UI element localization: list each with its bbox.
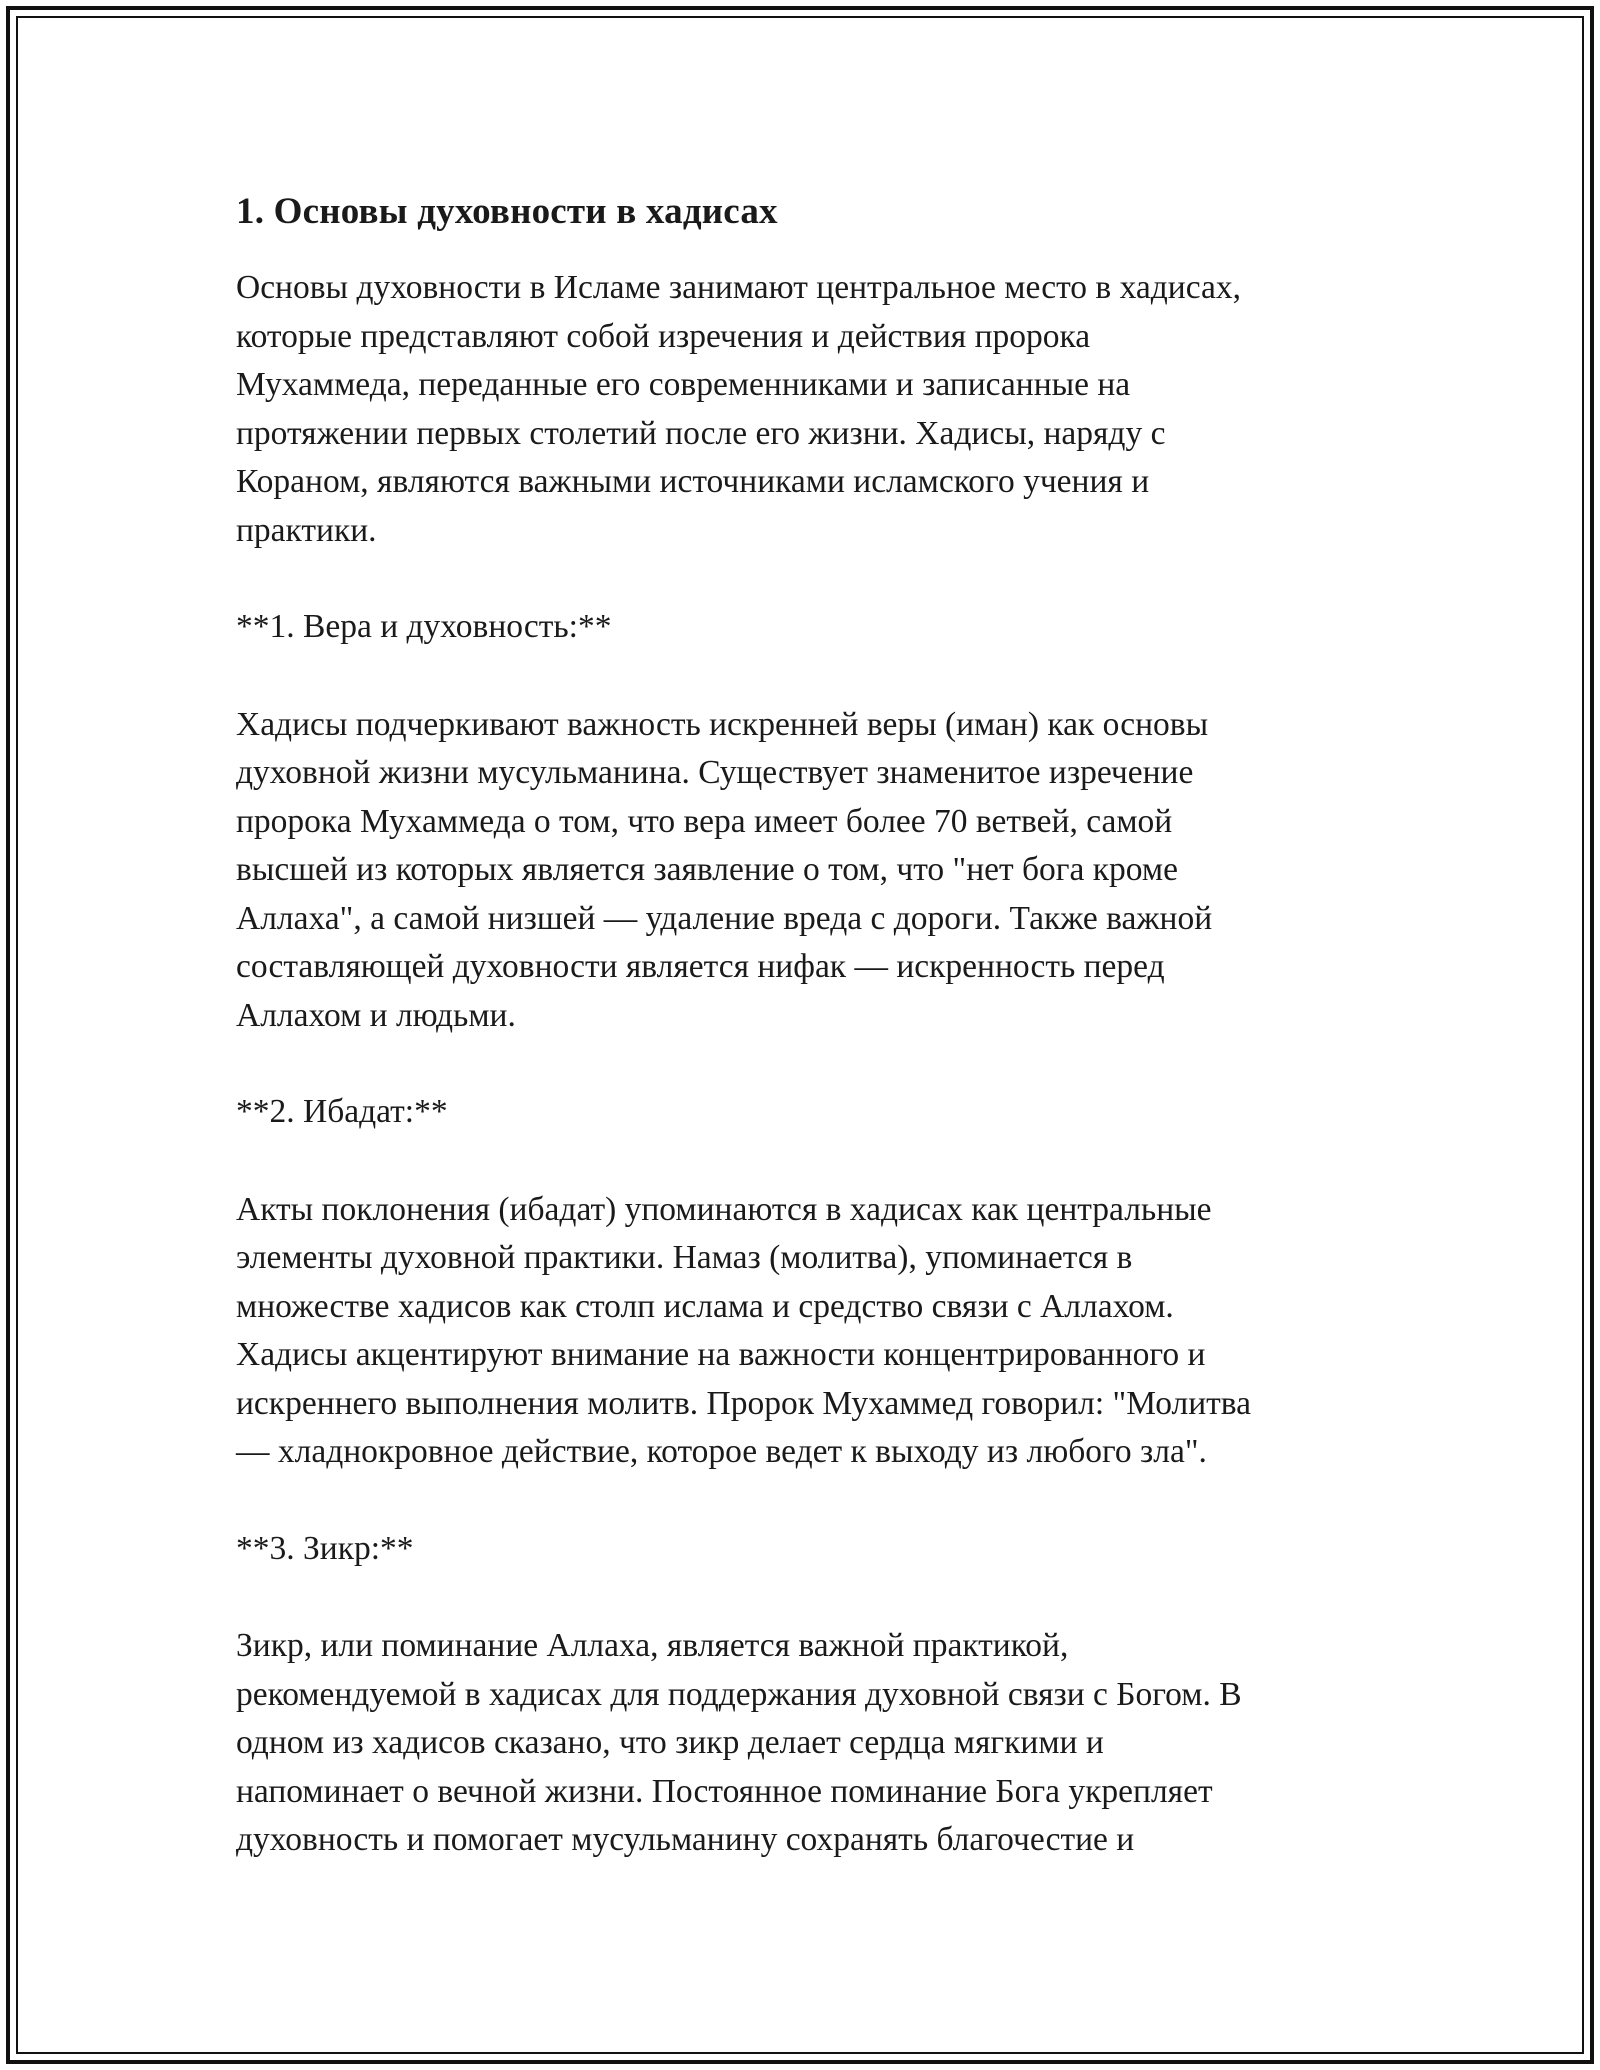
text-line: искреннего выполнения молитв. Пророк Мухаммед говорил: "Молитва [236,1384,1252,1422]
text-line: духовной жизни мусульманина. Существует знаменитое изречение [236,754,1194,791]
text-line: Основы духовности в Исламе занимают центральное место в хадисах, [236,269,1241,306]
text-line: протяжении первых столетий после его жизни. Хадисы, наряду с [236,414,1166,452]
document-body [236,186,1376,1865]
text-line: Аллахом и людьми. [236,996,516,1034]
text-line: Кораном, являются важными источниками исламского учения и [236,463,1150,500]
text-line: Зикр, или поминание Аллаха, является важной практикой, [236,1627,1069,1664]
section-heading-faith: **1. Вера и духовность:** [236,608,612,645]
text-line: множестве хадисов как столп ислама и средство связи с Аллахом. [236,1287,1174,1325]
text-line: Хадисы акцентируют внимание на важности концентрированного и [236,1336,1206,1373]
intro-paragraph [236,264,1376,555]
text-line: одном из хадисов сказано, что зикр делает сердца мягкими и [236,1724,1104,1761]
text-line: — хладнокровное действие, которое ведет к выходу из любого зла". [236,1433,1207,1470]
text-line: Акты поклонения (ибадат) упоминаются в хадисах как центральные [236,1190,1212,1228]
text-line: Хадисы подчеркивают важность искренней веры (иман) как основы [236,705,1209,743]
section-paragraph-ibadat [236,1186,1376,1477]
text-line: высшей из которых является заявление о том, что "нет бога кроме [236,851,1178,888]
text-line: которые представляют собой изречения и действия пророка [236,317,1091,355]
text-line: духовность и помогает мусульманину сохранять благочестие и [236,1821,1135,1858]
text-line: Мухаммеда, переданные его современниками и записанные на [236,366,1131,403]
text-line: практики. [236,511,377,549]
section-heading-ibadat: **2. Ибадат:** [236,1093,448,1130]
text-line: пророка Мухаммеда о том, что вера имеет более 70 ветвей, самой [236,802,1173,840]
document-title: 1. Основы духовности в хадисах [236,191,778,232]
text-line: элементы духовной практики. Намаз (молитва), упоминается в [236,1239,1133,1276]
section-heading-zikr: **3. Зикр:** [236,1529,414,1567]
text-line: рекомендуемой в хадисах для поддержания духовной связи с Богом. В [236,1675,1242,1713]
text-line: составляющей духовности является нифак — искренность перед [236,948,1165,985]
section-paragraph-faith [236,701,1376,1041]
text-line: Аллаха", а самой низшей — удаление вреда с дороги. Также важной [236,899,1213,937]
section-paragraph-zikr [236,1622,1376,1865]
text-line: напоминает о вечной жизни. Постоянное поминание Бога укрепляет [236,1772,1213,1810]
